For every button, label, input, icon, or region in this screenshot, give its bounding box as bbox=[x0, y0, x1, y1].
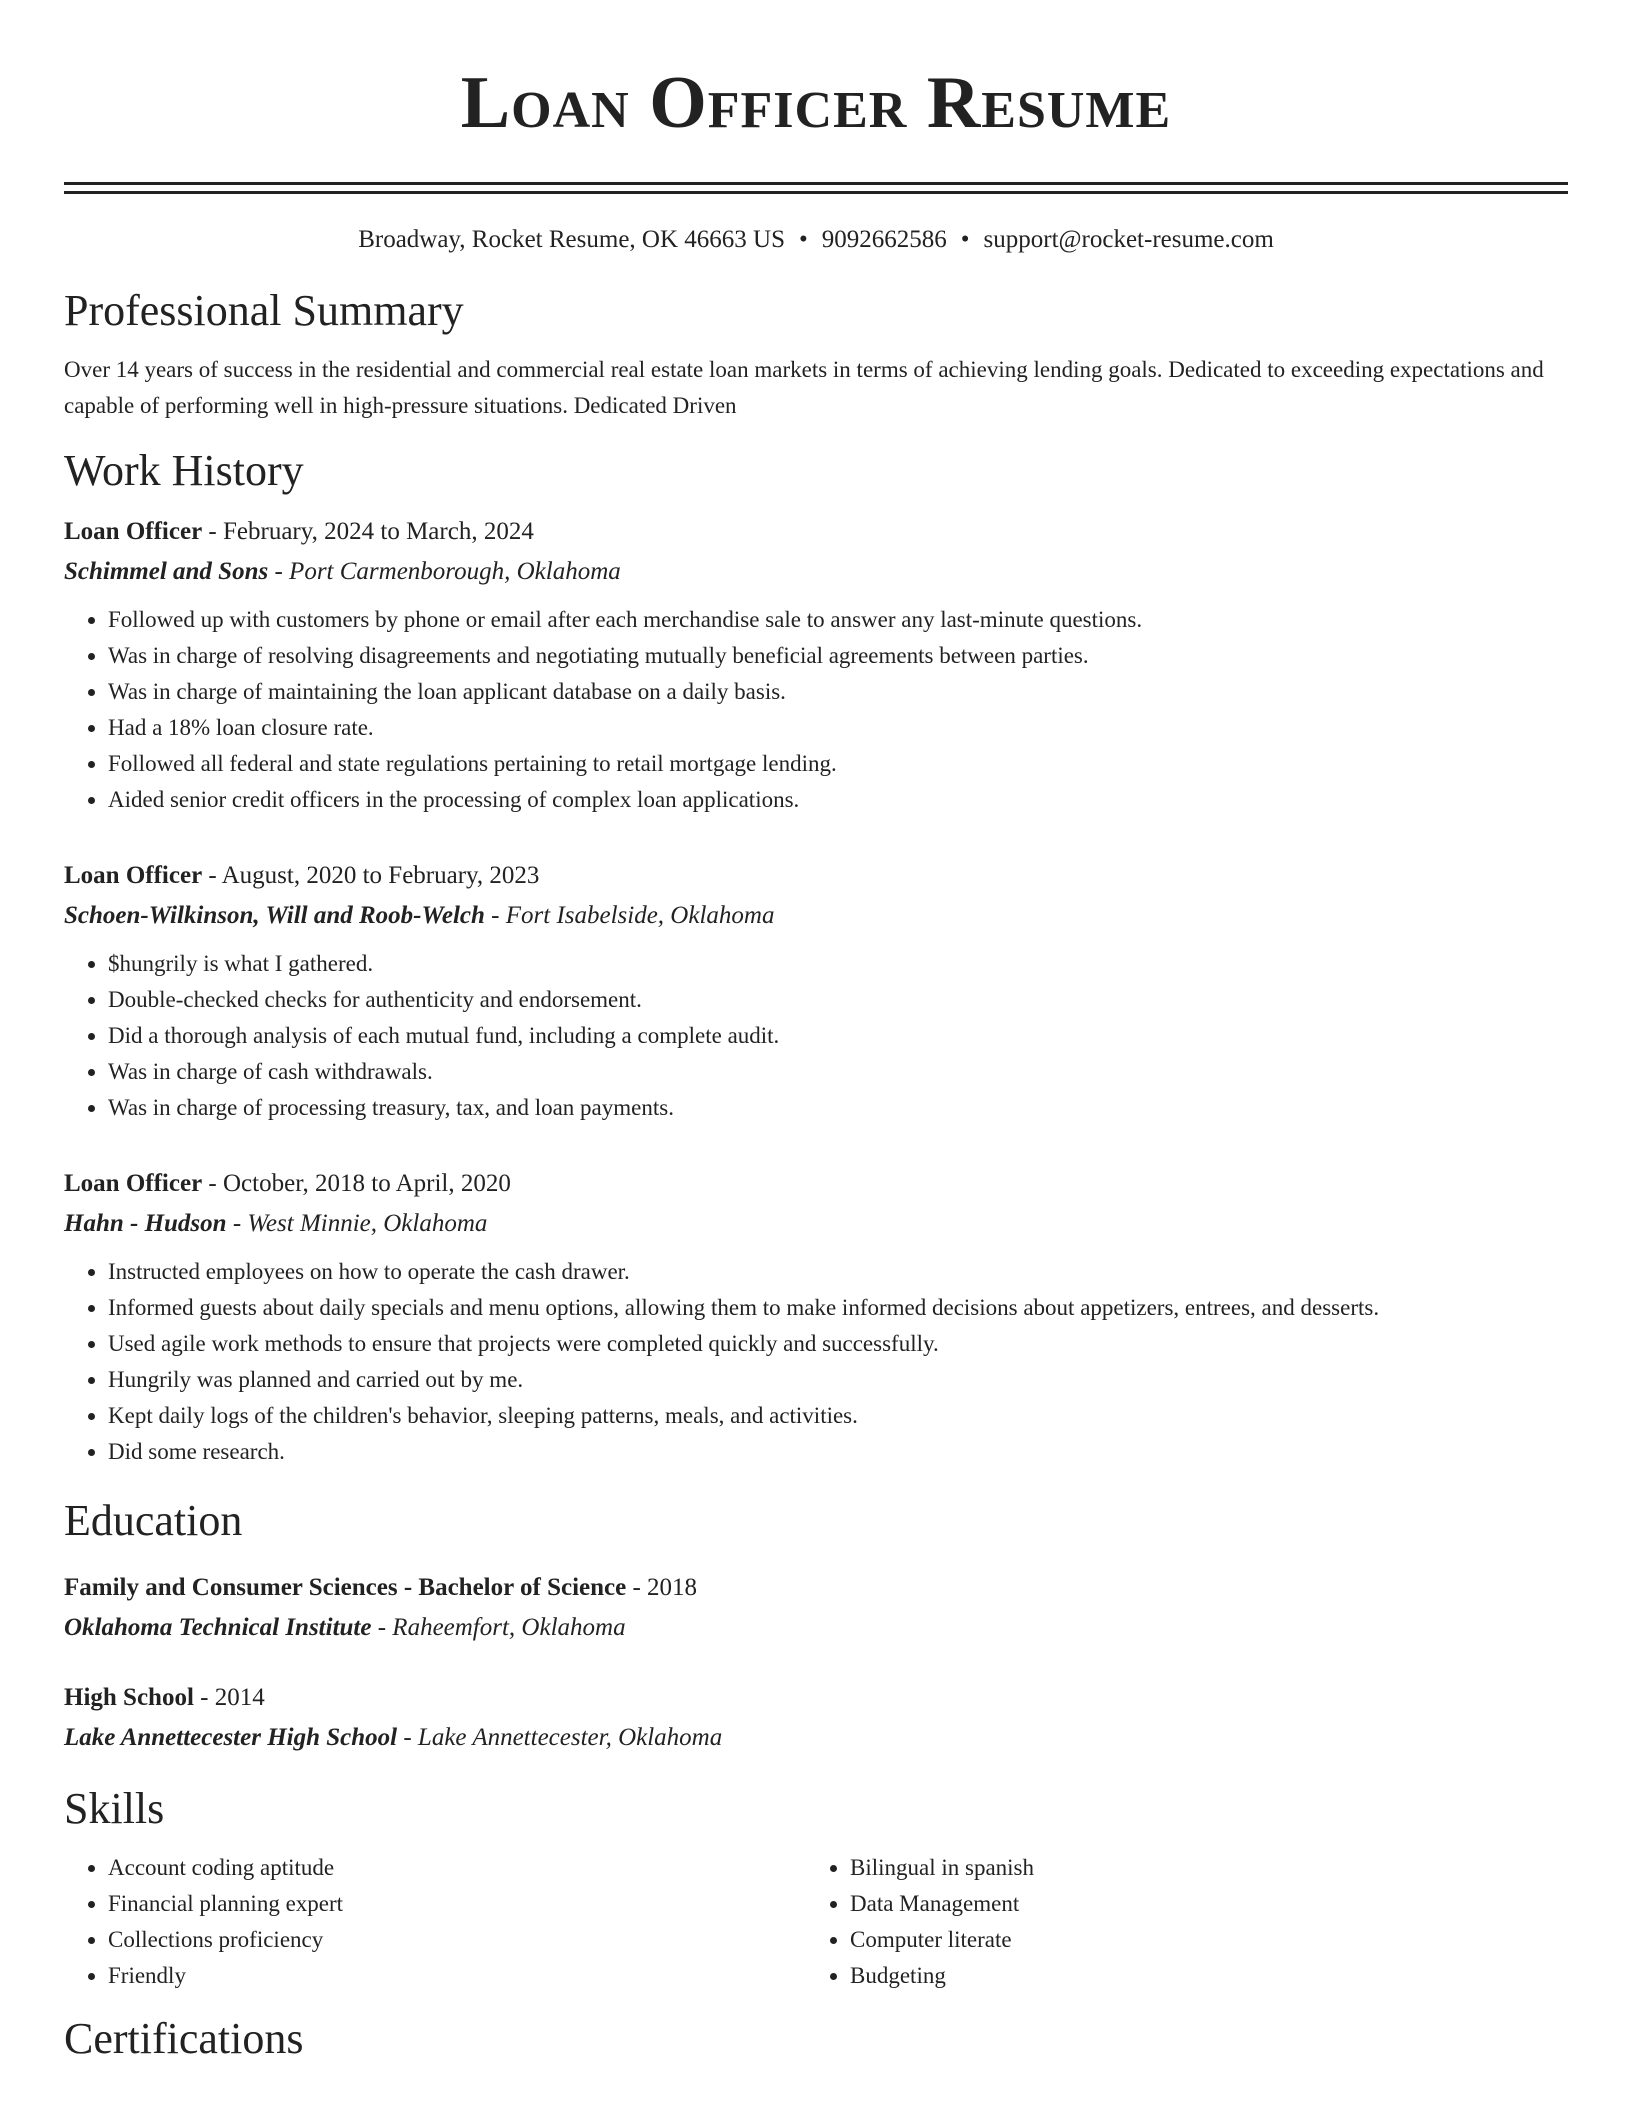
education-year: - 2018 bbox=[626, 1574, 698, 1601]
job-title-line bbox=[64, 1164, 1568, 1204]
job-bullet: • Hungrily was planned and carried out by me. bbox=[108, 1362, 1568, 1398]
job-dates: - February, 2024 to March, 2024 bbox=[202, 518, 534, 545]
job-company: Schimmel and Sons bbox=[64, 558, 269, 585]
job-entry bbox=[64, 512, 1568, 818]
skill-item: • Budgeting bbox=[850, 1958, 1548, 1994]
job-title: Loan Officer bbox=[64, 1170, 203, 1197]
education-school-line bbox=[64, 1608, 1568, 1648]
section-heading-work-history: Work History bbox=[64, 446, 304, 495]
job-title: Loan Officer bbox=[64, 518, 203, 545]
education-location: - Lake Annettecester, Oklahoma bbox=[397, 1724, 723, 1751]
job-bullet: • Was in charge of processing treasury, tax, and loan payments. bbox=[108, 1090, 1568, 1126]
job-company-line bbox=[64, 896, 1568, 936]
job-bullet: • Kept daily logs of the children's behavior, sleeping patterns, meals, and activities. bbox=[108, 1398, 1568, 1434]
job-title-line bbox=[64, 856, 1568, 896]
contact-separator: • bbox=[798, 226, 808, 253]
skill-item: • Friendly bbox=[108, 1958, 806, 1994]
skill-item: • Financial planning expert bbox=[108, 1886, 806, 1922]
summary-text: Over 14 years of success in the residential and commercial real estate loan markets in terms of achieving lending goals. Dedicated to exceeding expectations and capable of performing well in high-pressure situations. Dedicated Driven bbox=[64, 357, 1544, 418]
education-degree: High School bbox=[64, 1684, 194, 1711]
skill-item: • Bilingual in spanish bbox=[850, 1850, 1548, 1886]
contact-line bbox=[64, 224, 1568, 256]
job-bullet: • Was in charge of maintaining the loan applicant database on a daily basis. bbox=[108, 674, 1568, 710]
skill-item: • Data Management bbox=[850, 1886, 1548, 1922]
education-school: Oklahoma Technical Institute bbox=[64, 1614, 372, 1641]
job-bullet: • Double-checked checks for authenticity and endorsement. bbox=[108, 982, 1568, 1018]
skill-item: • Collections proficiency bbox=[108, 1922, 806, 1958]
contact-phone: 9092662586 bbox=[821, 226, 947, 253]
title-double-rule bbox=[64, 182, 1568, 194]
education-degree-line bbox=[64, 1568, 1568, 1608]
job-dates: - August, 2020 to February, 2023 bbox=[202, 862, 540, 889]
job-company: Hahn - Hudson bbox=[64, 1210, 227, 1237]
job-bullet: • Used agile work methods to ensure that projects were completed quickly and successfully. bbox=[108, 1326, 1568, 1362]
job-bullets bbox=[64, 602, 1568, 818]
job-company-line bbox=[64, 552, 1568, 592]
contact-separator: • bbox=[960, 226, 970, 253]
skill-item: • Computer literate bbox=[850, 1922, 1548, 1958]
job-location: - Port Carmenborough, Oklahoma bbox=[268, 558, 621, 585]
job-bullet: • $hungrily is what I gathered. bbox=[108, 946, 1568, 982]
education-year: - 2014 bbox=[193, 1684, 265, 1711]
education-entry bbox=[64, 1568, 1568, 1648]
job-bullet: • Aided senior credit officers in the processing of complex loan applications. bbox=[108, 782, 1568, 818]
job-title: Loan Officer bbox=[64, 862, 203, 889]
job-bullet: • Was in charge of resolving disagreements and negotiating mutually beneficial agreements between parties. bbox=[108, 638, 1568, 674]
section-heading-education: Education bbox=[64, 1496, 243, 1545]
job-company-line bbox=[64, 1204, 1568, 1244]
job-title-line bbox=[64, 512, 1568, 552]
job-location: - Fort Isabelside, Oklahoma bbox=[484, 902, 775, 929]
job-bullets bbox=[64, 946, 1568, 1126]
job-bullet: • Followed all federal and state regulations pertaining to retail mortgage lending. bbox=[108, 746, 1568, 782]
skill-item: • Account coding aptitude bbox=[108, 1850, 806, 1886]
job-company: Schoen-Wilkinson, Will and Roob-Welch bbox=[64, 902, 485, 929]
section-heading-skills: Skills bbox=[64, 1784, 165, 1833]
education-school-line bbox=[64, 1718, 1568, 1758]
rule-line-bottom bbox=[64, 191, 1568, 194]
job-entry bbox=[64, 1164, 1568, 1470]
job-bullet: • Followed up with customers by phone or email after each merchandise sale to answer any last-minute questions. bbox=[108, 602, 1568, 638]
job-bullet: • Instructed employees on how to operate the cash drawer. bbox=[108, 1254, 1568, 1290]
education-degree: Family and Consumer Sciences - Bachelor of Science bbox=[64, 1574, 627, 1601]
education-degree-line bbox=[64, 1678, 1568, 1718]
skills-column-left bbox=[64, 1850, 806, 1994]
job-bullet: • Was in charge of cash withdrawals. bbox=[108, 1054, 1568, 1090]
section-heading-certifications: Certifications bbox=[64, 2014, 304, 2063]
rule-line-top bbox=[64, 182, 1568, 185]
job-bullet: • Did some research. bbox=[108, 1434, 1568, 1470]
education-school: Lake Annettecester High School bbox=[64, 1724, 398, 1751]
contact-email: support@rocket-resume.com bbox=[983, 226, 1274, 253]
resume-title: Loan Officer Resume bbox=[460, 62, 1172, 144]
job-dates: - October, 2018 to April, 2020 bbox=[202, 1170, 511, 1197]
job-location: - West Minnie, Oklahoma bbox=[226, 1210, 488, 1237]
skills-grid bbox=[64, 1850, 1568, 1994]
job-bullet: • Did a thorough analysis of each mutual fund, including a complete audit. bbox=[108, 1018, 1568, 1054]
skills-column-right bbox=[806, 1850, 1548, 1994]
contact-address: Broadway, Rocket Resume, OK 46663 US bbox=[358, 226, 785, 253]
job-bullet: • Had a 18% loan closure rate. bbox=[108, 710, 1568, 746]
job-bullet: • Informed guests about daily specials and menu options, allowing them to make informed decisions about appetizers, entrees, and desserts. bbox=[108, 1290, 1568, 1326]
job-bullets bbox=[64, 1254, 1568, 1470]
section-heading-summary: Professional Summary bbox=[64, 286, 464, 335]
education-entry bbox=[64, 1678, 1568, 1758]
education-location: - Raheemfort, Oklahoma bbox=[371, 1614, 626, 1641]
job-entry bbox=[64, 856, 1568, 1126]
